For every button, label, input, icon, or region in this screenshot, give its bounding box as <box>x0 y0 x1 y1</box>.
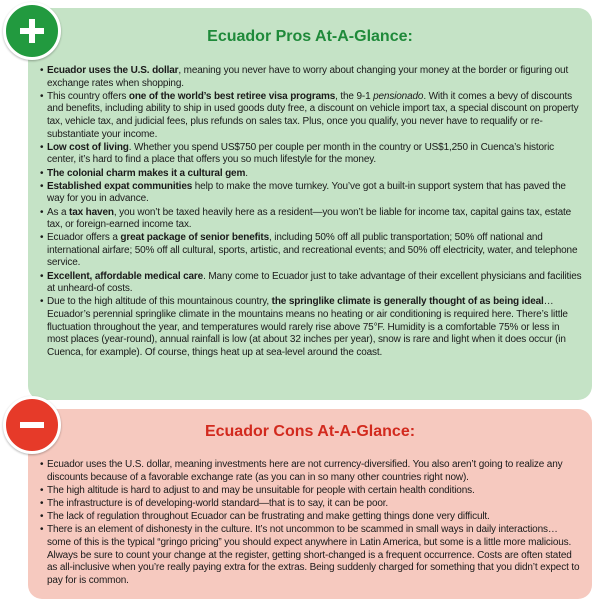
item-text: , including 50% off all public transportation; 50% off national and international airfare; 50% off all cultural, sports, artistic, and recreational events; and 50% off electricity, water, and telephone service. <box>47 232 578 269</box>
item-text: . Whether you spend US$750 per couple per month in the country or US$1,250 in Cuenca’s historic center, it’s hard to find a place that offers you so much lifestyle for the money. <box>47 141 555 166</box>
item-text: . With it comes a bevy of discounts and benefits, including ability to ship in used goods duty free, a discount on vehicle import tax, a special discount on property tax, vehicle tax, and judicial fees, plus refunds on sales tax. Plus, once you qualify, you never have to requalify or re-substantiate your income. <box>47 90 579 140</box>
item-text: Due to the high altitude of this mountainous country, <box>47 296 272 308</box>
bold-text: tax haven <box>69 206 114 218</box>
list-item <box>40 296 582 359</box>
pros-title: Ecuador Pros At-A-Glance: <box>207 28 413 45</box>
bold-text: Ecuador uses the U.S. dollar <box>47 65 179 76</box>
italic-text: pensionado <box>373 90 424 102</box>
item-text: The high altitude is hard to adjust to and may be unsuitable for people with certain health conditions. <box>47 484 475 496</box>
bold-text: Established expat communities <box>47 180 193 192</box>
list-item <box>40 181 582 206</box>
list-item <box>40 511 582 524</box>
list-item <box>40 91 582 141</box>
list-item <box>40 65 582 90</box>
list-item <box>40 485 582 498</box>
cons-title: Ecuador Cons At-A-Glance: <box>204 423 416 440</box>
cons-panel <box>28 409 592 599</box>
item-text: . Many come to Ecuador just to take advantage of their excellent physicians and facilities at unheard-of costs. <box>47 270 582 295</box>
list-item <box>40 498 582 511</box>
item-text: , you won’t be taxed heavily here as a resident—you won’t be liable for income tax, capital gains tax, estate tax, or foreign-earned income tax. <box>47 206 572 231</box>
list-item <box>40 524 582 587</box>
item-text: The infrastructure is of developing-world standard—that is to say, it can be poor. <box>47 497 389 509</box>
bold-text: Low cost of living <box>47 141 129 153</box>
item-text: . <box>245 167 248 179</box>
pros-panel <box>28 8 592 400</box>
bold-text: Excellent, affordable medical care <box>47 270 204 282</box>
bold-text: the springlike climate is generally thought of as being ideal <box>271 296 544 308</box>
plus-icon <box>3 2 61 60</box>
list-item <box>40 232 582 270</box>
list-item <box>40 271 582 296</box>
item-text: , the 9-1 <box>335 90 374 102</box>
list-item <box>40 459 582 484</box>
list-item <box>40 207 582 232</box>
item-text: There is an element of dishonesty in the culture. It’s not uncommon to be scammed in small ways in daily interactions… some of this is the typical “gringo pricing” you should expect anywhere in Latin America, but some is a little more malicious. Always be sure to count your change at the register, getting short-changed is a frequent occurrence. Costs are often stated as all-inclusive when you’re really paying extra for the extras. Being suddenly charged for something that you didn’t expect to pay for is common. <box>47 524 580 586</box>
item-text: As a <box>47 206 70 218</box>
item-text: Ecuador offers a <box>47 232 121 244</box>
item-text: The lack of regulation throughout Ecuador can be frustrating and make getting things done very difficult. <box>47 511 490 523</box>
list-item <box>40 168 582 181</box>
item-text: This country offers <box>47 90 129 102</box>
list-item <box>40 142 582 167</box>
pros-list <box>40 65 582 360</box>
minus-icon <box>3 396 61 454</box>
bold-text: one of the world’s best retiree visa programs <box>128 90 336 102</box>
item-text: help to make the move turnkey. You’ve got a built-in support system that has paved the way for you in advance. <box>47 180 566 205</box>
item-text: … Ecuador’s perennial springlike climate in the mountains means no heating or air conditioning is required here. There’s little fluctuation throughout the year, and temperatures would rarely rise above 75°F. Humidity is a comfortable 75% or less in most places (year-round), annual rainfall is low (at about 32 inches per year), snow is rare and light when it does occur (in Cuenca, for example). Of course, things heat up at sea-level around the coast. <box>47 296 568 358</box>
item-text: , meaning you never have to worry about changing your money at the border or figuring out exchange rates when shopping. <box>47 65 569 89</box>
bold-text: great package of senior benefits <box>120 232 270 244</box>
item-text: Ecuador uses the U.S. dollar, meaning investments here are not currency-diversified. You also aren’t going to realize any discounts because of a favorable exchange rate (as you can in so many other countries right now). <box>47 459 563 483</box>
bold-text: The colonial charm makes it a cultural gem <box>47 167 246 179</box>
cons-list <box>40 459 582 588</box>
